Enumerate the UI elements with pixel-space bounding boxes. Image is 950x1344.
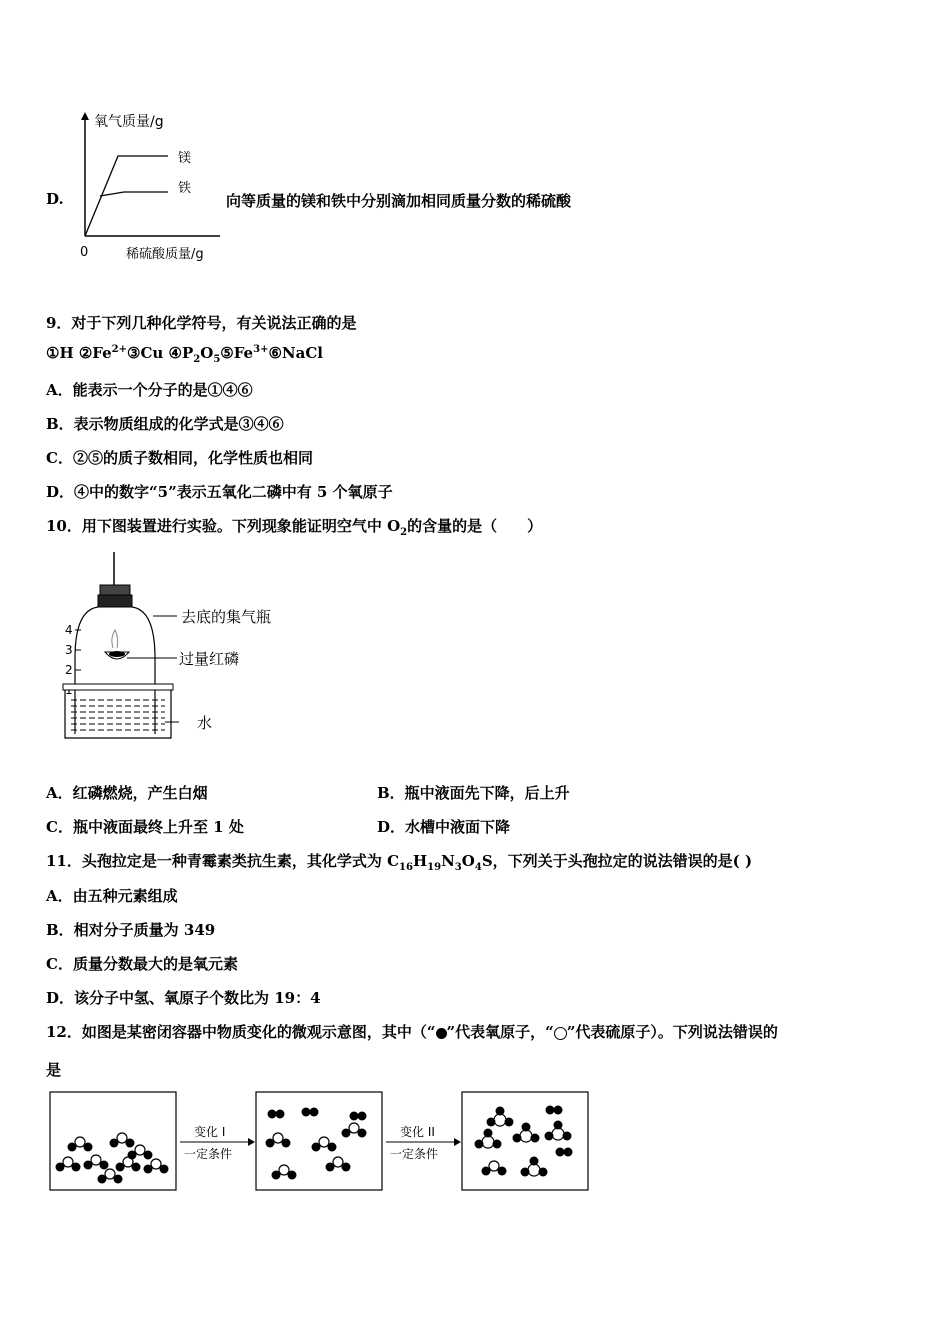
phosphorus-label: 过量红磷 [179,650,240,668]
q10-option-d: D．水槽中液面下降 [377,818,511,836]
change-2-label: 变化 II [400,1125,435,1139]
q9-option-c: C．②⑤的质子数相同，化学性质也相同 [46,449,313,467]
q10-option-b: B．瓶中液面先下降，后上升 [377,784,570,802]
q8-graph [70,108,230,268]
q9-symbols: ①H $②Fe^{2+}③Cu$ $④P_2O_5⑤Fe^{3+}⑥NaCl$ [46,344,323,365]
q9-option-a: A．能表示一个分子的是①④⑥ [46,381,253,399]
q11-option-d: D．该分子中氢、氧原子个数比为 19：4 [46,989,321,1007]
q8-option-d-label: D. [46,190,64,208]
q10-option-c: C．瓶中液面最终上升至 1 处 [46,818,244,836]
bottle-label: 去底的集气瓶 [181,608,272,626]
q8-option-d-text: 向等质量的镁和铁中分别滴加相同质量分数的稀硫酸 [226,192,572,210]
svg-text:3: 3 [65,643,73,657]
x-axis-label: 稀硫酸质量/g [126,247,204,262]
mg-label: 镁 [178,151,192,166]
q10-option-a: A．红磷燃烧，产生白烟 [46,784,208,802]
q10-stem: 10．用下图装置进行实验。下列现象能证明空气中 $O_2$的含量的是（ ） [46,517,543,538]
q10-apparatus [55,548,315,748]
condition-1-label: 一定条件 [184,1147,233,1161]
mg-line [85,156,168,236]
q9-stem: 9．对于下列几种化学符号，有关说法正确的是 [46,314,357,332]
q11-option-c: C．质量分数最大的是氧元素 [46,955,238,973]
q12-stem: 12．如图是某密闭容器中物质变化的微观示意图，其中（“ ”代表氧原子，“ ”代表硫原子）。下列说法错误的 [46,1023,778,1041]
sulfur-atom-icon [554,1027,567,1040]
origin-label: 0 [80,245,89,260]
q9-option-d: D．④中的数字“5”表示五氧化二磷中有 5 个氧原子 [46,483,393,501]
change-1-label: 变化 I [194,1125,226,1139]
q12-stem-cont: 是 [46,1061,62,1079]
q11-option-a: A．由五种元素组成 [46,887,178,905]
water-label: 水 [197,714,213,732]
q11-option-b: B．相对分子质量为 349 [46,921,216,939]
q9-option-b: B．表示物质组成的化学式是③④⑥ [46,415,284,433]
svg-text:4: 4 [65,623,73,637]
q12-diagram [48,1090,593,1195]
condition-2-label: 一定条件 [390,1147,439,1161]
oxygen-atom-icon [436,1028,447,1039]
fe-label: 铁 [178,181,192,196]
y-axis-label: 氧气质量/g [94,114,164,130]
svg-text:2: 2 [65,663,73,677]
q11-stem: 11．头孢拉定是一种青霉素类抗生素，其化学式为 $C_{16}H_{19}N_3O_4S$，下列关于头孢拉定的说法错误的是( ) [46,852,753,873]
fe-line [100,192,168,196]
